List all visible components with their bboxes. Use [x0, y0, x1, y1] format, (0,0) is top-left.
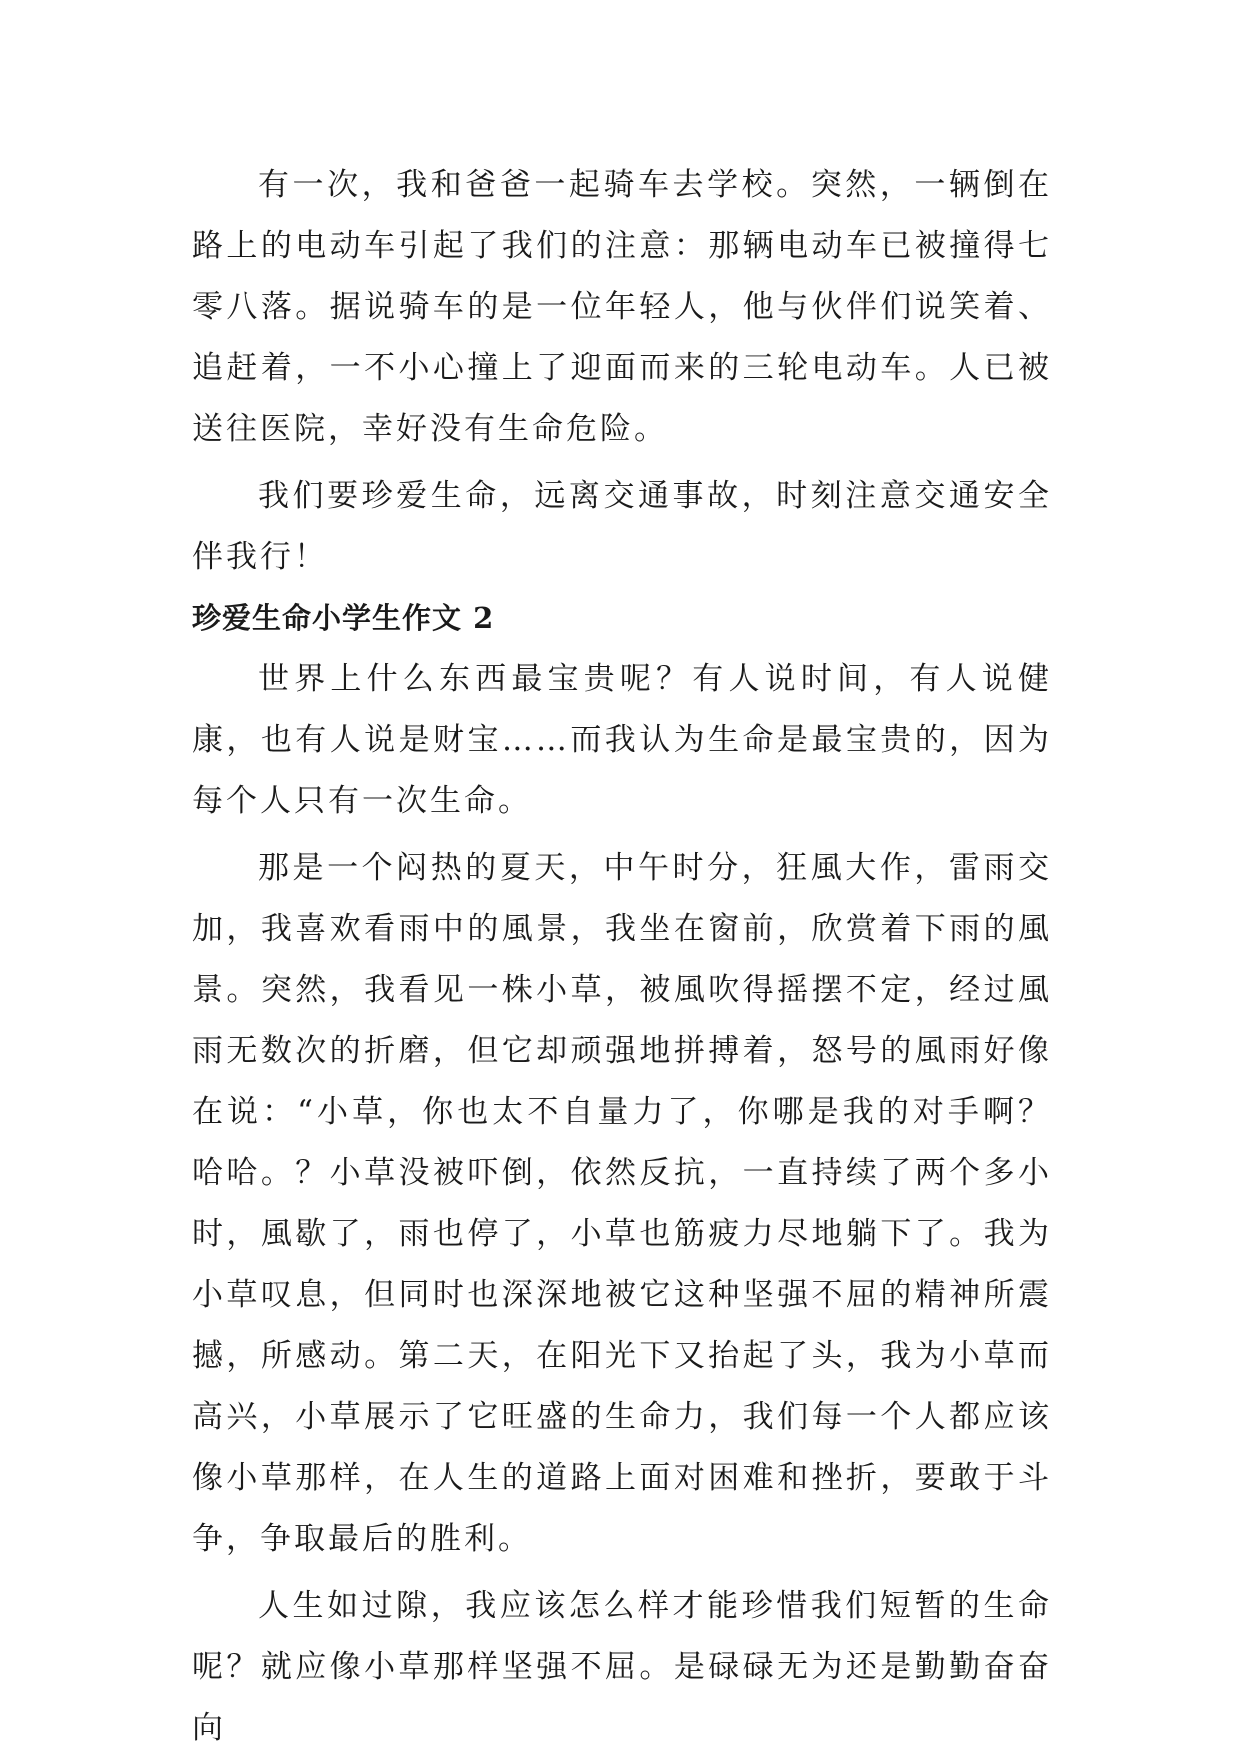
paragraph-accident-story: 有一次，我和爸爸一起骑车去学校。突然，一辆倒在路上的电动车引起了我们的注意：那辆电动车已被撞得七零八落。据说骑车的是一位年轻人，他与伙伴们说笑着、追赶着，一不小心撞上了迎面而来的三轮电动车。人已被送往医院，幸好没有生命危险。: [192, 167, 1052, 447]
document-body: [192, 155, 1052, 1759]
paragraph-grass-story: 那是一个闷热的夏天，中午时分，狂風大作，雷雨交加，我喜欢看雨中的風景，我坐在窗前，欣赏着下雨的風景。突然，我看见一株小草，被風吹得摇摆不定，经过風雨无数次的折磨，但它却顽强地拼搏着，怒号的風雨好像在说：“小草，你也太不自量力了，你哪是我的对手啊？哈哈。？小草没被吓倒，依然反抗，一直持续了两个多小时，風歇了，雨也停了，小草也筋疲力尽地躺下了。我为小草叹息，但同时也深深地被它这种坚强不屈的精神所震撼，所感动。第二天，在阳光下又抬起了头，我为小草而高兴，小草展示了它旺盛的生命力，我们每一个人都应该像小草那样，在人生的道路上面对困难和挫折，要敢于斗争，争取最后的胜利。: [192, 850, 1052, 1557]
paragraph-life-reflection: 人生如过隙，我应该怎么样才能珍惜我们短暂的生命呢？就应像小草那样坚强不屈。是碌碌无为还是勤勤奋奋向: [192, 1588, 1052, 1746]
paragraph-cherish-life: 我们要珍爱生命，远离交通事故，时刻注意交通安全伴我行！: [192, 478, 1052, 575]
section-heading: 珍爱生命小学生作文 2: [192, 601, 495, 635]
paragraph-most-precious: 世界上什么东西最宝贵呢？有人说时间，有人说健康，也有人说是财宝……而我认为生命是最宝贵的，因为每个人只有一次生命。: [192, 661, 1052, 819]
